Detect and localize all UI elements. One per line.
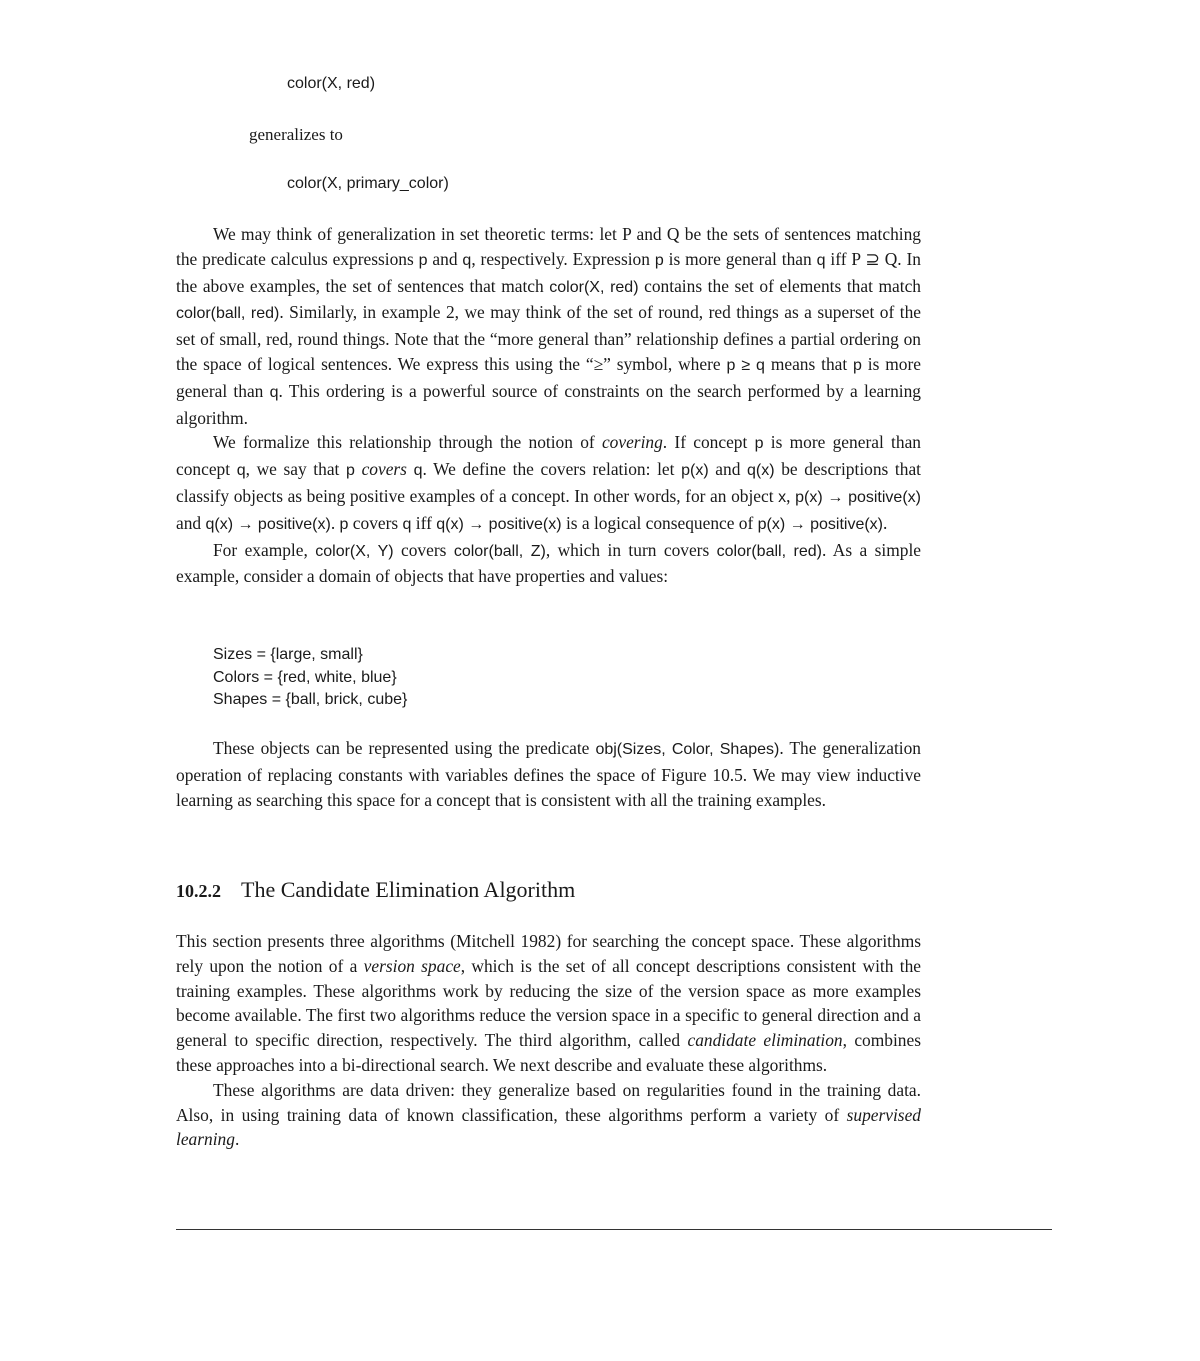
emphasis: supervised learning (176, 1104, 921, 1150)
code-span: p (853, 356, 862, 374)
text-span: , which is the set of all concept descriptions consistent with the training examples. These algorithms work by reducing the size of the version space as more examples become available. The first two algorithms reduce the version space in a specific to general direction and a general to specific direction, respectively. The third algorithm, called (176, 955, 921, 1051)
code-span: p (339, 515, 349, 533)
code-span: color(X, red) (549, 278, 639, 296)
text-span: contains the set of elements that match (638, 275, 921, 296)
paragraph-objects (176, 736, 921, 812)
text-span (355, 459, 362, 479)
text-span: We may think of generalization in set theoretic terms: let P and Q be the sets of sentences matching the predicate calculus expressions (176, 224, 921, 269)
section-heading (176, 877, 575, 903)
text-span: iff P ⊇ Q. In the above examples, the set of sentences that match (176, 248, 921, 296)
code-span: p (346, 462, 355, 480)
paragraph-set-theory (176, 222, 921, 430)
paragraph-example-covers (176, 538, 921, 590)
section-number: 10.2.2 (176, 881, 221, 901)
text-span: and (176, 512, 206, 533)
paragraph-block-1 (176, 222, 921, 589)
code-span: q (236, 462, 246, 480)
text-span: be descriptions that classify objects as being positive examples of a concept. In other words, for an object (176, 459, 922, 506)
code-span: color(ball, red) (176, 305, 280, 323)
text-span: . The generalization operation of replacing constants with variables defines the space of Figure 10.5. We may view inductive learning as searching this space for a concept that is consistent with all the training examples. (176, 738, 922, 810)
code-span: color(ball, red) (716, 542, 822, 560)
generalizes-to-text: generalizes to (249, 125, 343, 144)
code-span: color(X, Y) (315, 542, 394, 560)
code-span: p (654, 251, 664, 269)
text-span: covers (348, 512, 403, 533)
paragraph-section-intro (176, 929, 921, 1078)
paragraph-block-2 (176, 736, 921, 812)
code-span: q(x) → positive(x) (436, 515, 562, 533)
text-span: , (786, 485, 796, 506)
text-span: For example, (213, 539, 316, 560)
text-span: . (883, 512, 888, 533)
code-span: q (402, 515, 412, 533)
section-title: The Candidate Elimination Algorithm (241, 877, 576, 902)
code-span: color(ball, Z) (453, 542, 546, 560)
text-span: . This ordering is a powerful source of constraints on the search performed by a learning algorithm. (176, 380, 921, 428)
text-span: We formalize this relationship through the notion of (213, 432, 602, 453)
text-span: , combines these approaches into a bi-directional search. We next describe and evaluate these algorithms. (176, 1030, 921, 1075)
paragraph-data-driven (176, 1078, 921, 1152)
code-span: q (816, 251, 826, 269)
text-span: iff (411, 512, 437, 533)
text-span: and (708, 459, 748, 480)
code-span: q (413, 462, 423, 480)
text-span: This section presents three algorithms (Mitchell 1982) for searching the concept space. These algorithms rely upon the notion of a (176, 931, 921, 976)
sizes-set: Sizes = {large, small} (213, 646, 363, 663)
text-span: These objects can be represented using the predicate (213, 738, 596, 758)
text-span: . (330, 512, 340, 533)
shapes-set: Shapes = {ball, brick, cube} (213, 691, 408, 708)
text-span: is more general than (176, 353, 921, 401)
paragraph-covering (176, 430, 921, 537)
code-example-red: color(X, red) (287, 75, 376, 92)
text-span: . If concept (662, 432, 755, 453)
code-span: p (418, 251, 428, 269)
text-span: covers (393, 539, 454, 560)
text-span: , we say that (245, 459, 347, 480)
code-span: p(x) (681, 462, 709, 480)
code-span: q(x) (747, 462, 775, 480)
emphasis: covers (361, 459, 407, 480)
text-span: . We define the covers relation: let (422, 459, 682, 480)
code-span: p ≥ q (726, 356, 765, 374)
text-span (407, 459, 414, 479)
text-span: , respectively. Expression (471, 248, 655, 269)
code-span: x (778, 488, 787, 506)
code-example-primary: color(X, primary_color) (287, 175, 449, 192)
text-span: . (234, 1129, 240, 1150)
code-span: p(x) → positive(x) (795, 488, 921, 506)
text-span: These algorithms are data driven: they generalize based on regularities found in the training data. Also, in using training data of known classification, these algorithms perform a variety of (176, 1079, 921, 1125)
code-span: obj(Sizes, Color, Shapes) (595, 741, 780, 758)
text-span: is more general than (663, 248, 817, 269)
text-span: means that (764, 353, 854, 374)
code-span: p(x) → positive(x) (757, 515, 884, 533)
text-span: and (427, 248, 463, 269)
code-span: q(x) → positive(x) (205, 515, 331, 533)
text-span: is a logical consequence of (561, 512, 758, 533)
property-sets (213, 644, 407, 712)
text-span: is more general than concept (176, 432, 921, 480)
code-span: q (462, 251, 472, 269)
emphasis: covering (601, 432, 663, 453)
emphasis: candidate elimination (687, 1030, 843, 1051)
code-span: q (269, 383, 279, 401)
page-bottom-rule (176, 1229, 1052, 1230)
emphasis: version space (363, 955, 461, 976)
text-span: , which in turn covers (545, 539, 717, 560)
paragraph-block-3 (176, 929, 921, 1152)
colors-set: Colors = {red, white, blue} (213, 668, 397, 686)
text-span: . As a simple example, consider a domain of objects that have properties and values: (176, 539, 922, 587)
text-span: . Similarly, in example 2, we may think of the set of round, red things as a superset of the set of small, red, round things. Note that the “more general than” relationship defines a partial ordering on the space of logical sentences. We express this using the “≥” symbol, where (176, 302, 921, 374)
code-span: p (754, 435, 764, 453)
